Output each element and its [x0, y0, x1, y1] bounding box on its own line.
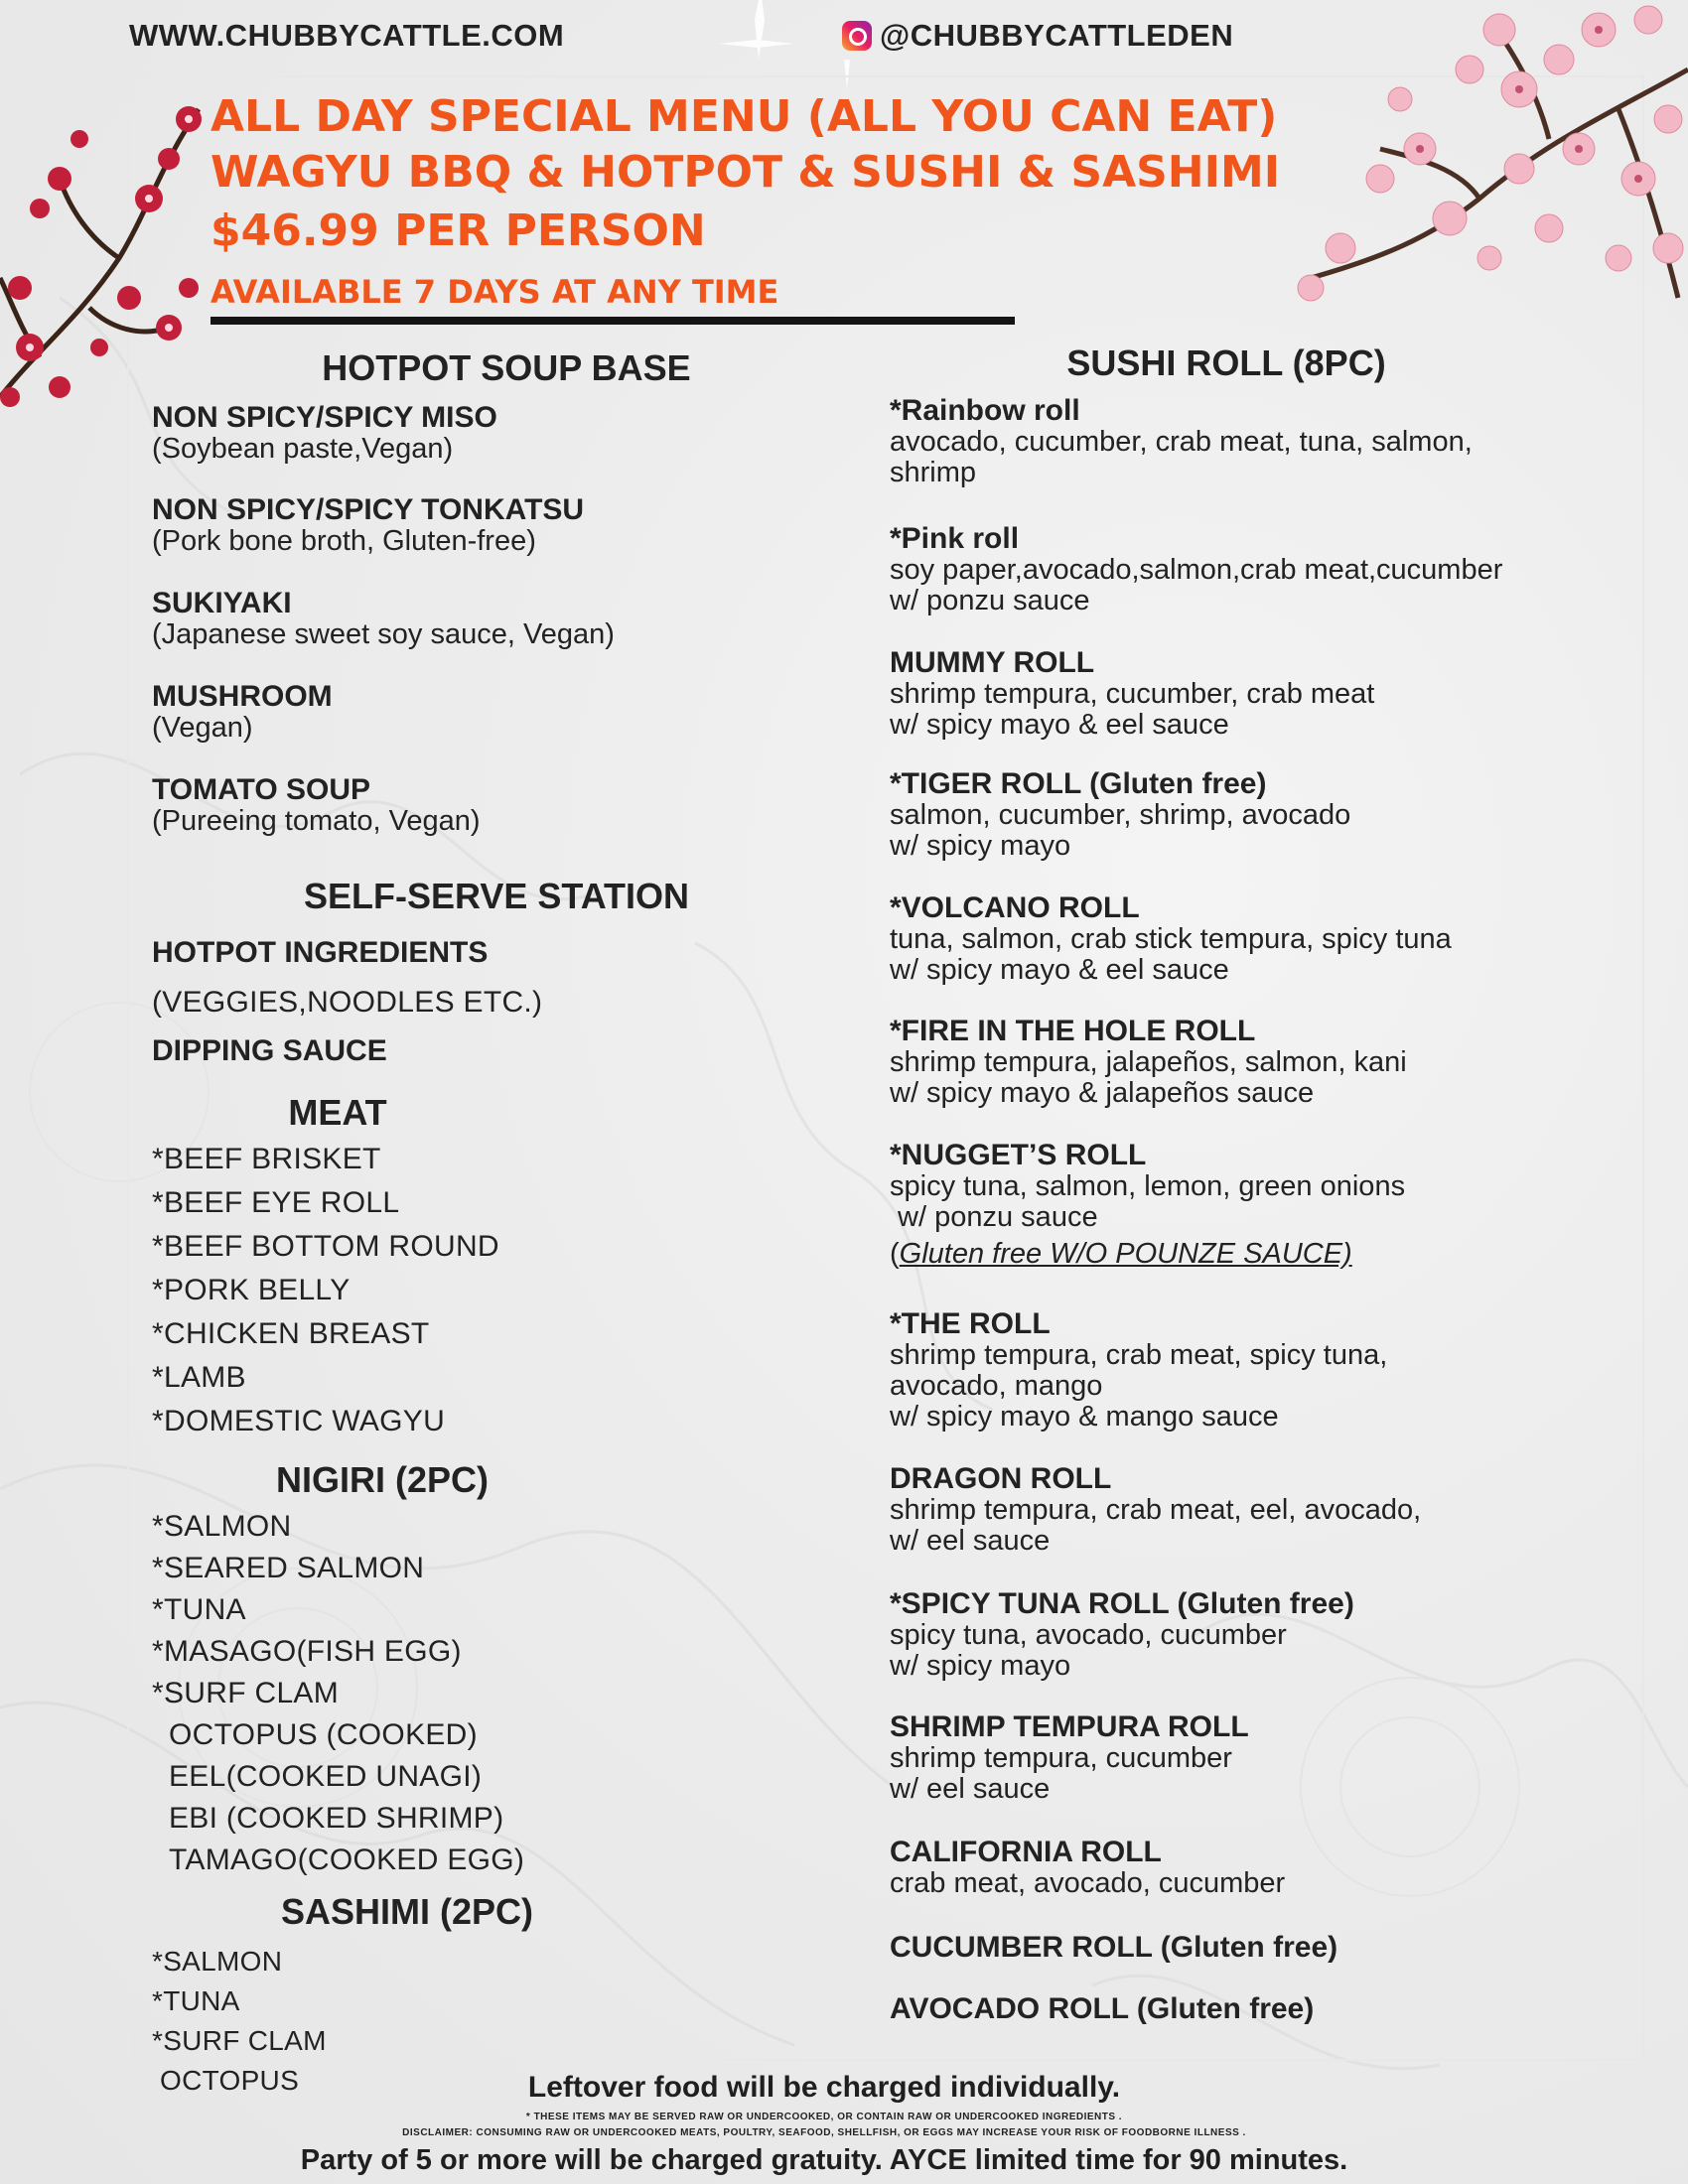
sushi-roll-name: CALIFORNIA ROLL	[890, 1836, 1162, 1868]
self-serve-dipping-sauce: DIPPING SAUCE	[152, 1034, 387, 1067]
sashimi-item: *TUNA	[152, 1985, 240, 2016]
sushi-roll-desc: w/ eel sauce	[890, 1525, 1051, 1557]
sushi-roll-desc: w/ spicy mayo & jalapeños sauce	[890, 1077, 1315, 1109]
nigiri-item: *TUNA	[152, 1593, 246, 1626]
sushi-roll-desc: w/ spicy mayo & eel sauce	[890, 709, 1229, 741]
nigiri-item: *SURF CLAM	[152, 1677, 340, 1709]
sushi-roll-name: SHRIMP TEMPURA ROLL	[890, 1710, 1249, 1743]
sushi-roll-name: *Rainbow roll	[890, 394, 1080, 427]
meat-item: *BEEF EYE ROLL	[152, 1186, 400, 1219]
sushi-roll-name: *SPICY TUNA ROLL (Gluten free)	[890, 1587, 1354, 1620]
sashimi-heading: SASHIMI (2PC)	[280, 1891, 534, 1932]
nigiri-item: EEL(COOKED UNAGI)	[169, 1760, 483, 1793]
meat-item: *PORK BELLY	[152, 1274, 351, 1306]
gratuity-notice: Party of 5 or more will be charged gratuity. AYCE limited time for 90 minutes.	[300, 2144, 1348, 2176]
sushi-roll-desc: shrimp tempura, crab meat, spicy tuna,	[890, 1339, 1388, 1371]
sushi-roll-item	[890, 1140, 1405, 1270]
sushi-roll-desc: w/ spicy mayo & eel sauce	[890, 954, 1229, 986]
hotpot-item-desc: (Soybean paste,Vegan)	[152, 433, 454, 465]
sushi-roll-item	[890, 1993, 1314, 2025]
sushi-roll-item	[890, 1711, 1249, 1805]
sushi-roll-item	[890, 1308, 1387, 1433]
meat-item: *DOMESTIC WAGYU	[152, 1405, 446, 1437]
raw-food-notice: * THESE ITEMS MAY BE SERVED RAW OR UNDERCOOKED, OR CONTAIN RAW OR UNDERCOOKED INGREDIENTS .	[525, 2112, 1123, 2122]
sushi-roll-desc: spicy tuna, avocado, cucumber	[890, 1619, 1287, 1651]
sushi-roll-desc: avocado, cucumber, crab meat, tuna, salmon,	[890, 426, 1473, 458]
meat-list	[152, 1144, 499, 1437]
self-serve-ingredients-note: (VEGGIES,NOODLES ETC.)	[152, 986, 543, 1019]
sushi-roll-desc: w/ ponzu sauce	[890, 1201, 1098, 1233]
hotpot-item	[152, 774, 480, 837]
disclaimer-notice: DISCLAIMER: CONSUMING RAW OR UNDERCOOKED MEATS, POULTRY, SEAFOOD, SHELLFISH, OR EGGS MAY INCREASE YOUR RISK OF FOODBORNE ILLNESS .	[402, 2127, 1246, 2138]
nigiri-heading: NIGIRI (2PC)	[275, 1459, 489, 1500]
sushi-roll-item	[890, 1837, 1285, 1899]
price-title: $46.99 PER PERSON	[211, 205, 706, 256]
hotpot-item-name: NON SPICY/SPICY MISO	[152, 401, 497, 434]
sushi-roll-desc: shrimp tempura, cucumber, crab meat	[890, 678, 1375, 710]
hotpot-item-desc: (Japanese sweet soy sauce, Vegan)	[152, 618, 615, 650]
sushi-roll-item	[890, 395, 1473, 488]
hotpot-item	[152, 588, 615, 650]
sushi-roll-desc: crab meat, avocado, cucumber	[890, 1867, 1286, 1899]
sushi-roll-item	[890, 1463, 1421, 1557]
sashimi-item: OCTOPUS	[160, 2065, 300, 2096]
sushi-roll-note-paren: (	[890, 1238, 900, 1270]
meat-item: *LAMB	[152, 1361, 246, 1394]
nigiri-list	[152, 1511, 524, 1876]
sushi-roll-name: *FIRE IN THE HOLE ROLL	[890, 1015, 1256, 1047]
sushi-roll-item	[890, 647, 1374, 741]
sushi-roll-name: *THE ROLL	[890, 1307, 1051, 1340]
availability-title: AVAILABLE 7 DAYS AT ANY TIME	[211, 273, 779, 311]
sushi-roll-name: DRAGON ROLL	[890, 1462, 1112, 1495]
sushi-roll-heading: SUSHI ROLL (8PC)	[1066, 342, 1386, 383]
sushi-roll-desc: shrimp tempura, crab meat, eel, avocado,	[890, 1494, 1422, 1526]
instagram-handle-text: @CHUBBYCATTLEDEN	[880, 18, 1234, 53]
nigiri-item: TAMAGO(COOKED EGG)	[169, 1843, 525, 1876]
title-line-1: ALL DAY SPECIAL MENU (ALL YOU CAN EAT)	[211, 91, 1278, 142]
title-divider	[211, 317, 1015, 325]
meat-item: *BEEF BRISKET	[152, 1143, 381, 1175]
sashimi-item: *SALMON	[152, 1946, 283, 1977]
sushi-roll-desc: spicy tuna, salmon, lemon, green onions	[890, 1170, 1406, 1202]
website-link[interactable]: WWW.CHUBBYCATTLE.COM	[129, 18, 565, 53]
sushi-roll-desc: soy paper,avocado,salmon,crab meat,cucumber	[890, 554, 1503, 586]
sushi-roll-desc: w/ spicy mayo	[890, 1650, 1071, 1682]
sushi-roll-desc: salmon, cucumber, shrimp, avocado	[890, 799, 1351, 831]
sushi-roll-desc: shrimp tempura, cucumber	[890, 1742, 1232, 1774]
nigiri-item: *MASAGO(FISH EGG)	[152, 1635, 462, 1668]
meat-heading: MEAT	[288, 1092, 387, 1133]
sushi-roll-desc: w/ eel sauce	[890, 1773, 1051, 1805]
sushi-roll-name: *NUGGET’S ROLL	[890, 1139, 1147, 1171]
sushi-roll-item	[890, 1932, 1337, 1964]
hotpot-item-name: MUSHROOM	[152, 680, 333, 713]
sushi-roll-desc: shrimp	[890, 457, 977, 488]
sushi-roll-item	[890, 1588, 1354, 1682]
sushi-roll-name: AVOCADO ROLL (Gluten free)	[890, 1992, 1315, 2025]
meat-item: *BEEF BOTTOM ROUND	[152, 1230, 499, 1263]
sushi-roll-desc: shrimp tempura, jalapeños, salmon, kani	[890, 1046, 1407, 1078]
sushi-roll-item	[890, 892, 1452, 986]
sushi-roll-desc: w/ ponzu sauce	[890, 585, 1090, 616]
sushi-roll-note-text: Gluten free W/O POUNZE SAUCE)	[899, 1238, 1352, 1270]
sushi-roll-name: *VOLCANO ROLL	[890, 891, 1140, 924]
sushi-roll-name: CUCUMBER ROLL (Gluten free)	[890, 1931, 1338, 1964]
cherry-blossom-right-decoration	[1221, 0, 1688, 328]
sushi-roll-desc: w/ spicy mayo	[890, 830, 1071, 862]
hotpot-item	[152, 494, 584, 557]
meat-item: *CHICKEN BREAST	[152, 1317, 430, 1350]
hotpot-item-desc: (Pork bone broth, Gluten-free)	[152, 525, 536, 557]
title-line-2: WAGYU BBQ & HOTPOT & SUSHI & SASHIMI	[211, 147, 1281, 198]
nigiri-item: *SALMON	[152, 1510, 292, 1543]
sushi-roll-item	[890, 523, 1502, 616]
hotpot-item-name: TOMATO SOUP	[152, 773, 371, 806]
sushi-roll-desc: w/ spicy mayo & mango sauce	[890, 1401, 1279, 1433]
hotpot-item-name: NON SPICY/SPICY TONKATSU	[152, 493, 585, 526]
sushi-roll-name: *Pink roll	[890, 522, 1020, 555]
instagram-icon	[842, 21, 872, 51]
sushi-roll-desc: tuna, salmon, crab stick tempura, spicy tuna	[890, 923, 1452, 955]
hotpot-heading: HOTPOT SOUP BASE	[322, 347, 691, 388]
hotpot-item	[152, 681, 333, 744]
sushi-roll-item	[890, 768, 1350, 862]
self-serve-heading: SELF-SERVE STATION	[303, 876, 690, 916]
sushi-roll-name: *TIGER ROLL (Gluten free)	[890, 767, 1267, 800]
hotpot-item-desc: (Pureeing tomato, Vegan)	[152, 805, 481, 837]
instagram-handle[interactable]	[842, 18, 1233, 54]
leftover-notice: Leftover food will be charged individually.	[527, 2071, 1121, 2104]
nigiri-item: *SEARED SALMON	[152, 1552, 425, 1584]
sushi-roll-name: MUMMY ROLL	[890, 646, 1095, 679]
sushi-roll-desc: avocado, mango	[890, 1370, 1103, 1402]
hotpot-item-name: SUKIYAKI	[152, 587, 292, 619]
nigiri-item: EBI (COOKED SHRIMP)	[169, 1802, 504, 1835]
hotpot-item-desc: (Vegan)	[152, 712, 253, 744]
sashimi-item: *SURF CLAM	[152, 2025, 327, 2056]
sushi-roll-item	[890, 1016, 1407, 1109]
self-serve-ingredients: HOTPOT INGREDIENTS	[152, 936, 489, 969]
sushi-roll-note	[890, 1239, 1405, 1270]
nigiri-item: OCTOPUS (COOKED)	[169, 1718, 478, 1751]
hotpot-item	[152, 402, 497, 465]
